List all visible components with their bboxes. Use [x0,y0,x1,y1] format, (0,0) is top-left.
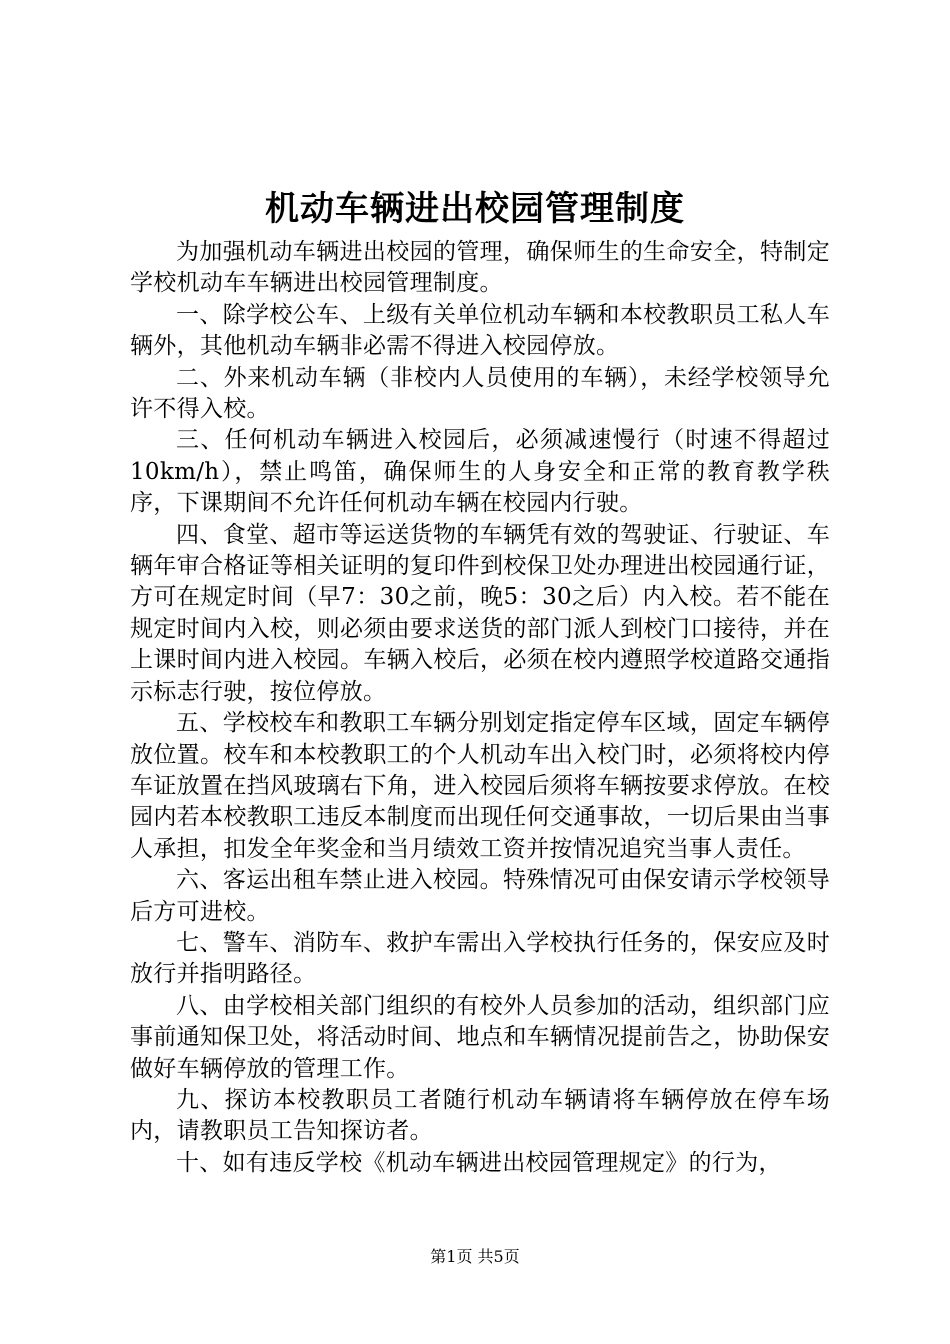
document-title: 机动车辆进出校园管理制度 [265,189,685,229]
paragraph-rule-9: 九、探访本校教职员工者随行机动车辆请将车辆停放在停车场内，请教职员工告知探访者。 [130,1086,830,1145]
paragraph-rule-10: 十、如有违反学校《机动车辆进出校园管理规定》的行为， [176,1149,782,1176]
document-body [130,237,830,1179]
paragraph-rule-1: 一、除学校公车、上级有关单位机动车辆和本校教职员工私人车辆外，其他机动车辆非必需不得进入校园停放。 [130,301,830,360]
paragraph-rule-5: 五、学校校车和教职工车辆分别划定指定停车区域，固定车辆停放位置。校车和本校教职工的个人机动车出入校门时，必须将校内停车证放置在挡风玻璃右下角，进入校园后须将车辆按要求停放。在校园内若本校教职工违反本制度而出现任何交通事故，一切后果由当事人承担，扣发全年奖金和当月绩效工资并按情况追究当事人责任。 [130,710,830,862]
page-number-footer: 第1页 共5页 [430,1247,520,1266]
paragraph-rule-7: 七、警车、消防车、救护车需出入学校执行任务的，保安应及时放行并指明路径。 [130,929,830,988]
paragraph-rule-2: 二、外来机动车辆（非校内人员使用的车辆），未经学校领导允许不得入校。 [130,364,830,423]
paragraph-rule-6: 六、客运出租车禁止进入校园。特殊情况可由保安请示学校领导后方可进校。 [130,867,830,925]
paragraph-intro: 为加强机动车辆进出校园的管理，确保师生的生命安全，特制定学校机动车车辆进出校园管理制度。 [130,239,830,297]
paragraph-rule-8: 八、由学校相关部门组织的有校外人员参加的活动，组织部门应事前通知保卫处，将活动时间、地点和车辆情况提前告之，协助保安做好车辆停放的管理工作。 [130,992,830,1082]
paragraph-rule-3: 三、任何机动车辆进入校园后，必须减速慢行（时速不得超过10km/h），禁止鸣笛，确保师生的人身安全和正常的教育教学秩序，下课期间不允许任何机动车辆在校园内行驶。 [130,427,830,517]
paragraph-rule-4: 四、食堂、超市等运送货物的车辆凭有效的驾驶证、行驶证、车辆年审合格证等相关证明的复印件到校保卫处办理进出校园通行证，方可在规定时间（早7：30之前，晚5：30之后）内入校。若不能在规定时间内入校，则必须由要求送货的部门派人到校门口接待，并在上课时间内进入校园。车辆入校后，必须在校内遵照学校道路交通指示标志行驶，按位停放。 [130,521,830,705]
